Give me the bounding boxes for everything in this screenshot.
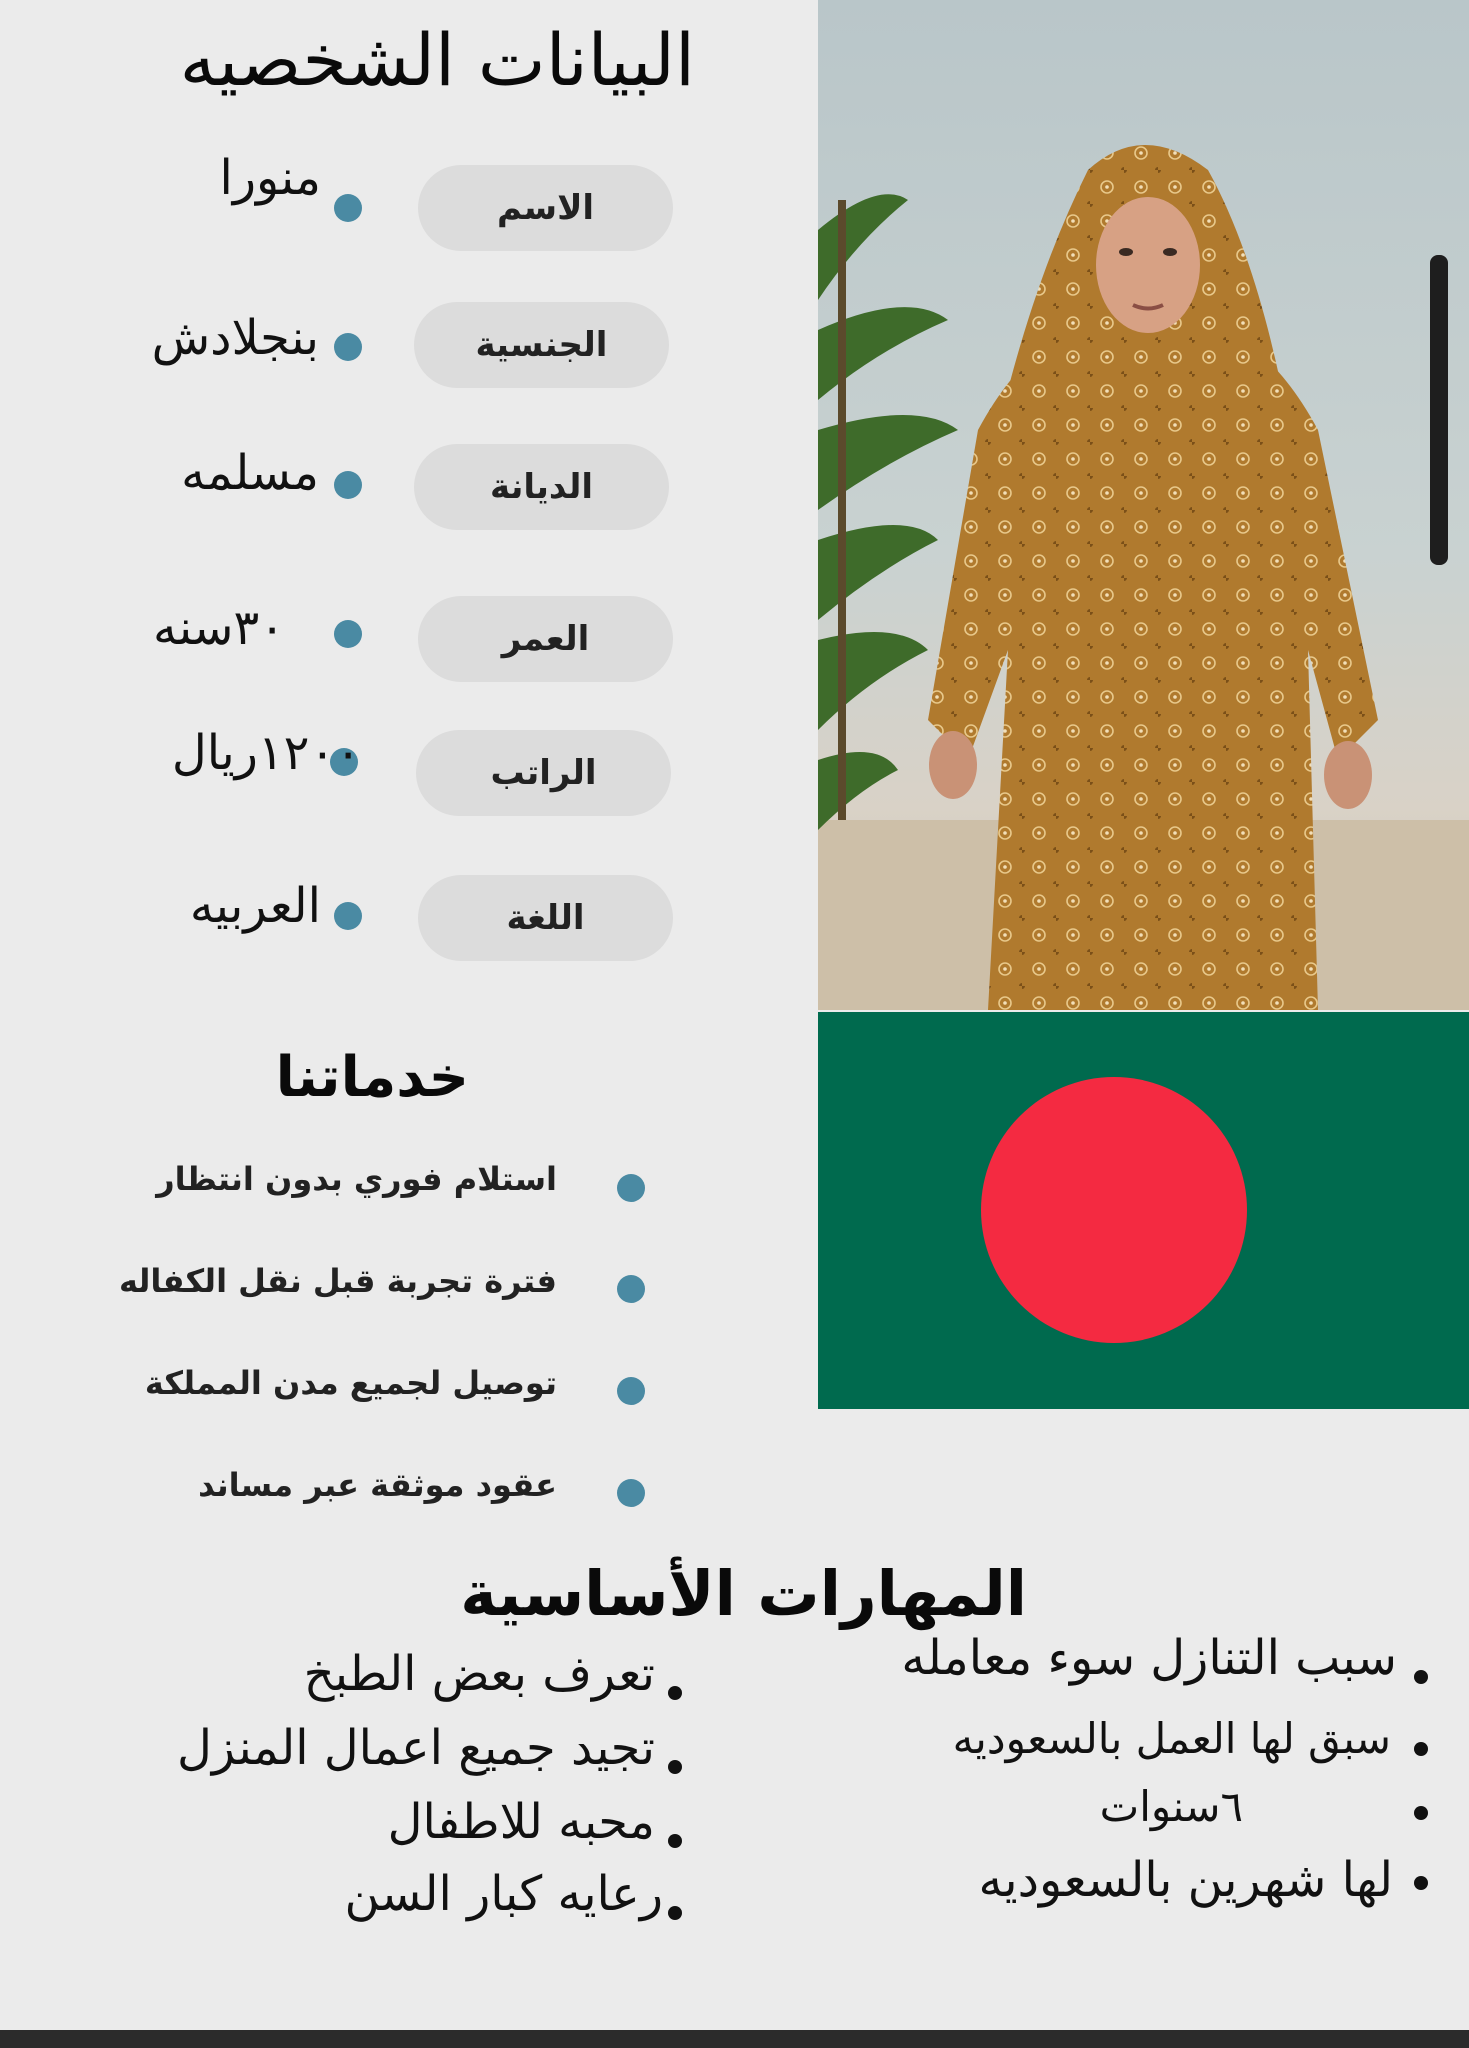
bullet-dot xyxy=(668,1834,682,1848)
bullet-dot xyxy=(668,1686,682,1700)
field-label-nationality: الجنسية xyxy=(414,302,669,388)
bullet-dot xyxy=(334,194,362,222)
person-photo xyxy=(818,0,1469,1010)
skill-item: محبه للاطفال xyxy=(387,1794,655,1850)
bullet-dot xyxy=(617,1275,645,1303)
person-photo-icon xyxy=(818,0,1469,1010)
bullet-dot xyxy=(668,1760,682,1774)
field-value-language: العربيه xyxy=(189,878,321,934)
field-label-name: الاسم xyxy=(418,165,673,251)
bullet-dot xyxy=(1414,1806,1428,1820)
field-value-age: ٣٠سنه xyxy=(153,600,285,656)
field-value-nationality: بنجلادش xyxy=(151,310,319,366)
field-value-religion: مسلمه xyxy=(181,445,319,501)
field-value-salary: ١٢٠٠ريال xyxy=(171,725,361,781)
bullet-dot xyxy=(617,1377,645,1405)
bullet-dot xyxy=(334,620,362,648)
skills-title: المهارات الأساسية xyxy=(460,1557,1027,1630)
bullet-dot xyxy=(334,902,362,930)
field-label-salary: الراتب xyxy=(416,730,671,816)
bangladesh-flag-icon xyxy=(818,1012,1469,1409)
bullet-dot xyxy=(1414,1742,1428,1756)
skill-item: تعرف بعض الطبخ xyxy=(303,1646,655,1702)
bullet-dot xyxy=(1414,1876,1428,1890)
field-label-age: العمر xyxy=(418,596,673,682)
bullet-dot xyxy=(334,333,362,361)
skill-item: سبق لها العمل بالسعوديه xyxy=(952,1714,1391,1763)
service-item: فترة تجربة قبل نقل الكفاله xyxy=(118,1262,557,1300)
field-label-religion: الديانة xyxy=(414,444,669,530)
service-item: عقود موثقة عبر مساند xyxy=(198,1466,557,1504)
skill-item: سبب التنازل سوء معامله xyxy=(901,1630,1397,1686)
bullet-dot xyxy=(1414,1670,1428,1684)
field-label-language: اللغة xyxy=(418,875,673,961)
service-item: استلام فوري بدون انتظار xyxy=(156,1160,557,1198)
skill-item: تجيد جميع اعمال المنزل xyxy=(176,1720,655,1776)
service-item: توصيل لجميع مدن المملكة xyxy=(144,1364,557,1402)
skill-item: رعايه كبار السن xyxy=(344,1866,663,1922)
skill-item: لها شهرين بالسعوديه xyxy=(978,1852,1393,1908)
services-title: خدماتنا xyxy=(275,1045,469,1110)
bullet-dot xyxy=(334,471,362,499)
bangladesh-flag xyxy=(818,1012,1469,1409)
bullet-dot xyxy=(668,1906,682,1920)
skill-item: ٦سنوات xyxy=(1099,1782,1243,1831)
bullet-dot xyxy=(617,1174,645,1202)
bullet-dot xyxy=(617,1479,645,1507)
field-value-name: منورا xyxy=(219,150,321,206)
personal-data-title: البيانات الشخصيه xyxy=(179,18,695,102)
